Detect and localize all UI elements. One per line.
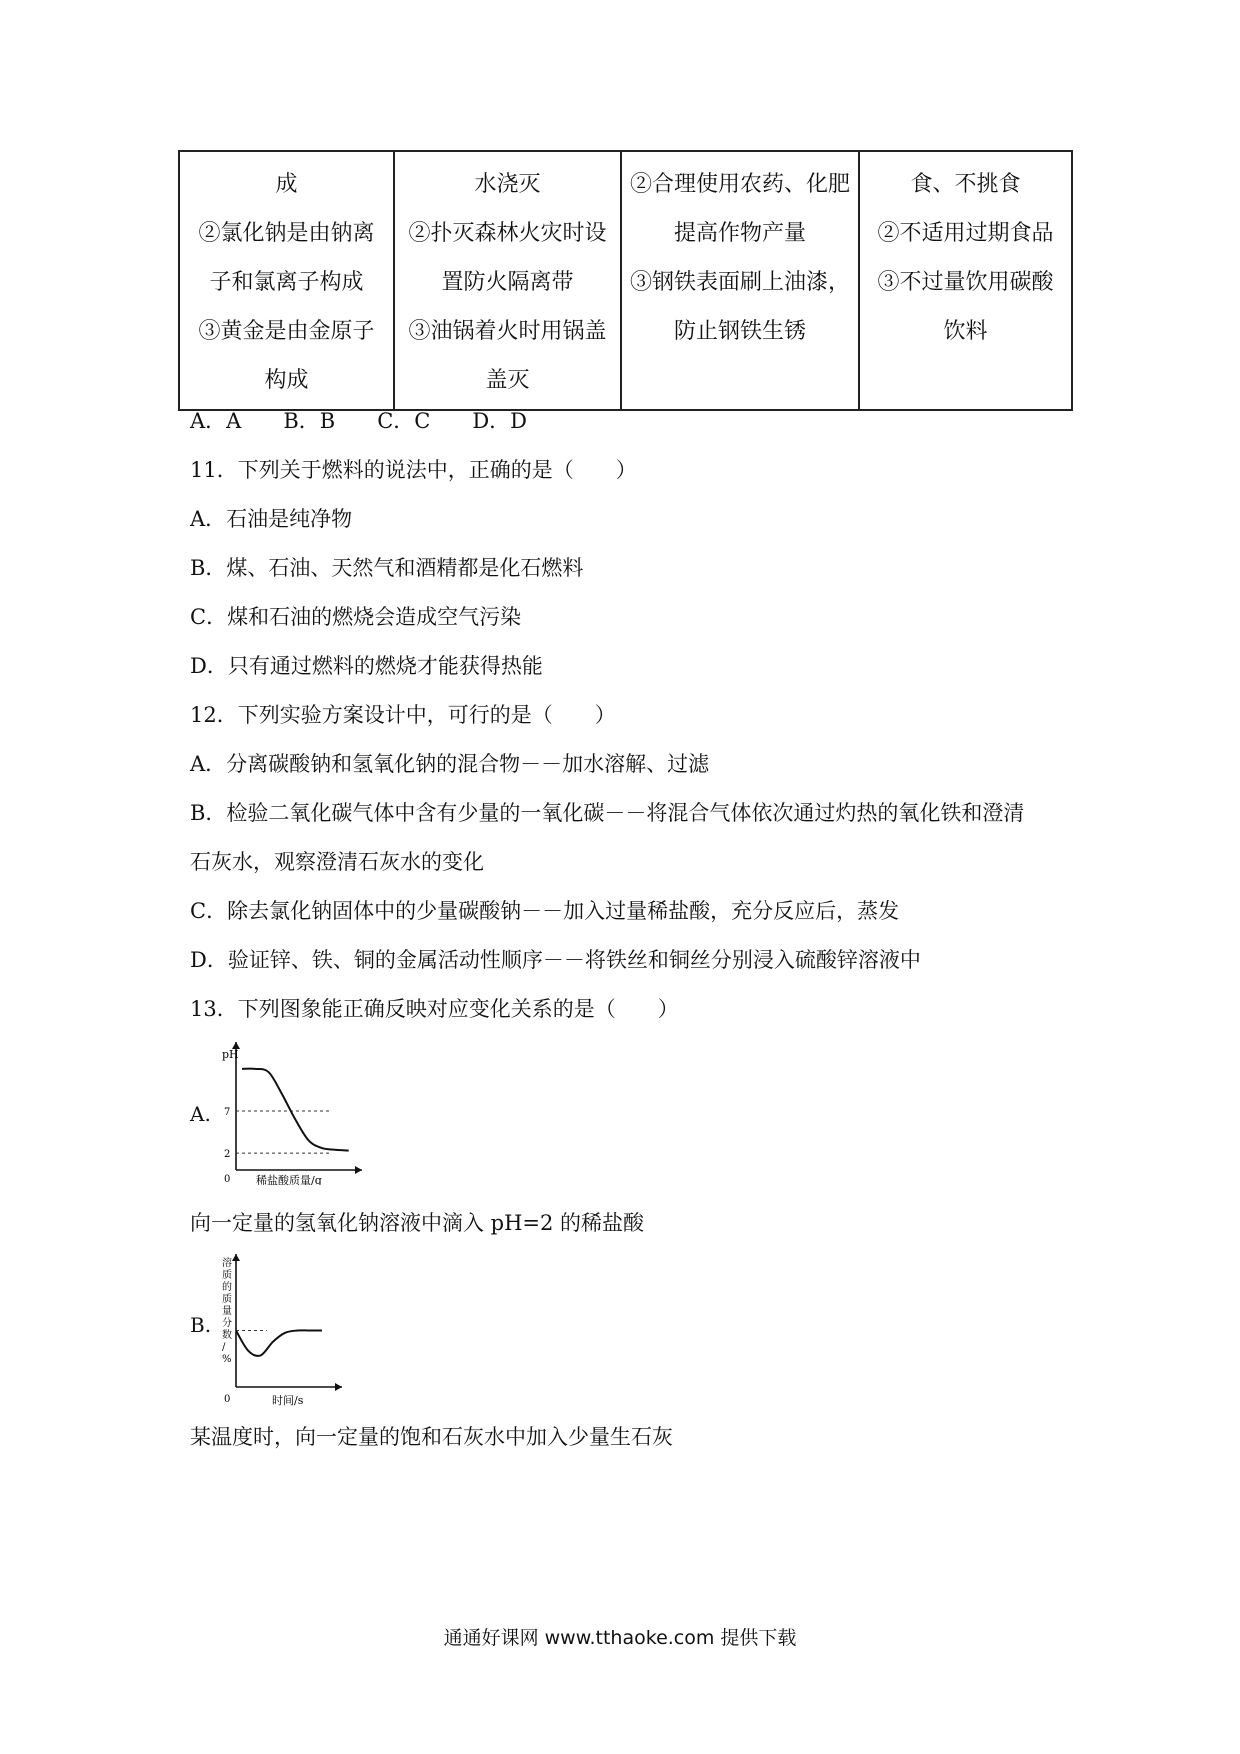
cell-line: ③黄金是由金原子 <box>198 319 375 344</box>
cell-line: 防止钢铁生锈 <box>673 319 806 344</box>
q13-a-caption: 向一定量的氢氧化钠溶液中滴入 pH=2 的稀盐酸 <box>190 1211 645 1235</box>
table-cell-col3 <box>621 151 859 410</box>
cell-line: 饮料 <box>943 319 988 344</box>
q12-option-b-line1: B．检验二氧化碳气体中含有少量的一氧化碳－－将混合气体依次通过灼热的氧化铁和澄清 <box>190 801 1025 825</box>
cell-line: 置防火隔离带 <box>441 270 574 295</box>
q12-option-c: C．除去氯化钠固体中的少量碳酸钠－－加入过量稀盐酸，充分反应后，蒸发 <box>190 899 900 923</box>
y-axis-label-char: 质 <box>222 1270 232 1281</box>
q13-b-label: B. <box>190 1313 212 1337</box>
cell-line: ③不过量饮用碳酸 <box>877 270 1054 295</box>
series-line <box>236 1330 322 1356</box>
cell-line: ②氯化钠是由钠离 <box>198 221 375 246</box>
y-axis-label-char: 的 <box>222 1282 232 1293</box>
q13-b-caption: 某温度时，向一定量的饱和石灰水中加入少量生石灰 <box>190 1425 673 1449</box>
q11-stem: 11．下列关于燃料的说法中，正确的是（ ） <box>190 458 637 482</box>
q10-options: A．A B．B C．C D．D <box>190 409 528 433</box>
y-axis-label-char: / <box>222 1342 226 1353</box>
comparison-table <box>178 150 1073 411</box>
cell-line: 构成 <box>264 368 309 393</box>
q11-option-a: A．石油是纯净物 <box>190 507 353 531</box>
x-axis-label: 稀盐酸质量/g <box>256 1174 322 1185</box>
q12-option-a: A．分离碳酸钠和氢氧化钠的混合物－－加水溶解、过滤 <box>190 752 710 776</box>
y-tick-label: 2 <box>224 1149 231 1161</box>
cell-line: ②不适用过期食品 <box>877 221 1054 246</box>
y-axis-arrow <box>232 1254 240 1261</box>
q12-stem: 12．下列实验方案设计中，可行的是（ ） <box>190 703 616 727</box>
y-axis-label-char: 数 <box>222 1330 232 1341</box>
cell-line: ③钢铁表面刷上油漆， <box>629 270 850 295</box>
cell-line: ②扑灭森林火灾时设 <box>408 221 607 246</box>
q12-option-d: D．验证锌、铁、铜的金属活动性顺序－－将铁丝和铜丝分别浸入硫酸锌溶液中 <box>190 948 921 972</box>
q13-a-label: A. <box>190 1102 211 1126</box>
mass-fraction-chart <box>222 1252 352 1407</box>
x-axis-arrow <box>335 1383 342 1391</box>
origin-label: 0 <box>224 1394 231 1405</box>
x-axis-label: 时间/s <box>272 1394 304 1407</box>
series-line <box>242 1069 349 1151</box>
footer: 通通好课网 www.tthaoke.com 提供下载 <box>443 1627 797 1649</box>
table-cell-col4 <box>859 151 1072 410</box>
q13-stem: 13．下列图象能正确反映对应变化关系的是（ ） <box>190 997 679 1021</box>
cell-line: ③油锅着火时用锅盖 <box>408 319 607 344</box>
cell-line: 子和氯离子构成 <box>209 270 364 295</box>
cell-line: 食、不挑食 <box>910 172 1021 197</box>
y-axis-label-char: 溶 <box>222 1258 232 1269</box>
table-cell-col2 <box>394 151 621 410</box>
y-axis-label: pH <box>222 1048 239 1061</box>
cell-line: ②合理使用农药、化肥 <box>629 172 850 197</box>
origin-label: 0 <box>224 1174 231 1185</box>
q11-option-d: D．只有通过燃料的燃烧才能获得热能 <box>190 654 543 678</box>
y-tick-label: 7 <box>224 1107 231 1118</box>
y-axis-label-char: % <box>222 1354 232 1365</box>
cell-line: 成 <box>275 172 298 197</box>
y-axis-label-char: 质 <box>222 1294 232 1305</box>
mass-fraction-chart-plot <box>222 1254 342 1407</box>
y-axis-label-char: 量 <box>222 1306 232 1317</box>
q12-option-b-line2: 石灰水，观察澄清石灰水的变化 <box>190 850 484 874</box>
table-cell-col1 <box>179 151 394 410</box>
cell-line: 盖灭 <box>485 368 530 393</box>
ph-chart <box>222 1040 382 1185</box>
cell-line: 水浇灭 <box>474 172 541 197</box>
y-axis-label-char: 分 <box>222 1318 232 1329</box>
q11-option-b: B．煤、石油、天然气和酒精都是化石燃料 <box>190 556 584 580</box>
ph-chart-plot <box>222 1042 362 1185</box>
q11-option-c: C．煤和石油的燃烧会造成空气污染 <box>190 605 522 629</box>
cell-line: 提高作物产量 <box>673 221 806 246</box>
x-axis-arrow <box>355 1166 362 1174</box>
